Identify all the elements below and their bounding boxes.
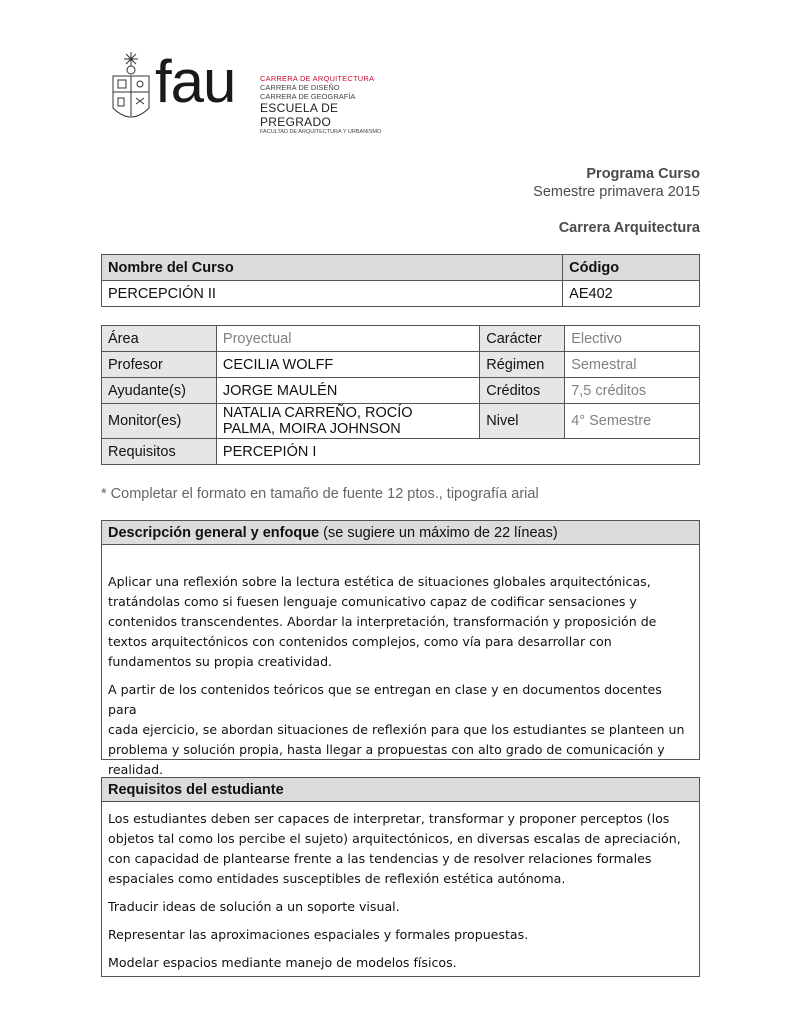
logo-line-geografia: CARRERA DE GEOGRAFÍA [260,92,356,101]
text-line: objetos tal como los percibe el sujeto) arquitectónicos, en diversas escalas de apreciación, [108,831,681,846]
text-line: fundamentos su propia creatividad. [108,654,333,669]
descripcion-paragraph-2 [108,680,693,780]
profesor-label: Profesor [102,352,217,378]
text-line: cada ejercicio, se abordan situaciones de reflexión para que los estudiantes se planteen un [108,722,685,737]
text-line: Los estudiantes deben ser capaces de interpretar, transformar y proponer perceptos (los [108,811,670,826]
creditos-label: Créditos [480,378,565,404]
caracter-label: Carácter [480,326,565,352]
monitor-label: Monitor(es) [102,404,217,439]
requisitos-paragraph-4: Modelar espacios mediante manejo de modelos físicos. [108,955,457,970]
logo-line-escuela: ESCUELA DE PREGRADO [260,101,339,129]
area-value: Proyectual [216,326,479,352]
descripcion-paragraph-1 [108,572,693,672]
monitor-line-1: NATALIA CARREÑO, ROCÍO [222,405,413,421]
course-info-table [101,325,700,465]
requisitos-label: Requisitos [102,439,217,465]
requisitos-paragraph-1 [108,809,693,889]
requisitos-estudiante-title [102,778,699,802]
text-line: contenidos transcendentes. Abordar la interpretación, transformación y proposición de [108,614,657,629]
format-note: * Completar el formato en tamaño de fuente 12 ptos., tipografía arial [101,486,539,502]
logo-line-diseno: CARRERA DE DISEÑO [260,83,340,92]
codigo-label: Código [563,255,700,281]
text-line: tratándolas como si fuesen lenguaje comunicativo capaz de codificar sensaciones y [108,594,637,609]
text-line: con capacidad de plantearse frente a las tendencias y de resolver relaciones formales [108,851,652,866]
area-label: Área [102,326,217,352]
profesor-value: CECILIA WOLFF [216,352,479,378]
nivel-label: Nivel [480,404,565,439]
regimen-value: Semestral [565,352,700,378]
text-line: problema y solución propia, hasta llegar a propuestas con alto grado de comunicación y [108,742,665,757]
text-line: realidad. [108,762,164,777]
text-line: textos arquitectónicos con contenidos complejos, como vía para desarrollar con [108,634,612,649]
carrera-title: Carrera Arquitectura [558,220,700,236]
monitor-value [216,404,479,439]
course-name-table [101,254,700,307]
nivel-value: 4° Semestre [565,404,700,439]
requisitos-estudiante-section [101,777,700,977]
requisitos-paragraph-3: Representar las aproximaciones espaciales y formales propuestas. [108,927,529,942]
caracter-value: Electivo [565,326,700,352]
descripcion-title-note: (se sugiere un máximo de 22 líneas) [319,525,558,541]
ayudante-label: Ayudante(s) [102,378,217,404]
regimen-label: Régimen [480,352,565,378]
text-line: espaciales como entidades susceptibles de reflexión estética autónoma. [108,871,566,886]
ayudante-value: JORGE MAULÉN [216,378,479,404]
descripcion-title-bold: Descripción general y enfoque [108,525,320,541]
text-line: Aplicar una reflexión sobre la lectura estética de situaciones globales arquitectónicas, [108,574,651,589]
university-seal-icon [110,50,152,128]
descripcion-title [102,521,699,545]
course-code: AE402 [563,281,700,307]
descripcion-section [101,520,700,777]
logo-line-facultad: FACULTAD DE ARQUITECTURA Y URBANISMO [260,129,382,135]
semestre-label: Semestre primavera 2015 [533,184,700,200]
fau-logo [110,48,400,135]
requisitos-estudiante-title-text: Requisitos del estudiante [108,782,284,798]
text-line: A partir de los contenidos teóricos que se entregan en clase y en documentos docentes para [108,682,662,717]
nombre-label: Nombre del Curso [102,255,563,281]
creditos-value: 7,5 créditos [565,378,700,404]
programa-title: Programa Curso [586,166,700,182]
requisitos-value: PERCEPIÓN I [216,439,699,465]
course-name: PERCEPCIÓN II [102,281,563,307]
monitor-line-2: PALMA, MOIRA JOHNSON [222,421,401,437]
logo-wordmark: fau [155,48,236,115]
requisitos-paragraph-2: Traducir ideas de solución a un soporte visual. [108,899,400,914]
logo-line-arquitectura: CARRERA DE ARQUITECTURA [260,74,375,83]
